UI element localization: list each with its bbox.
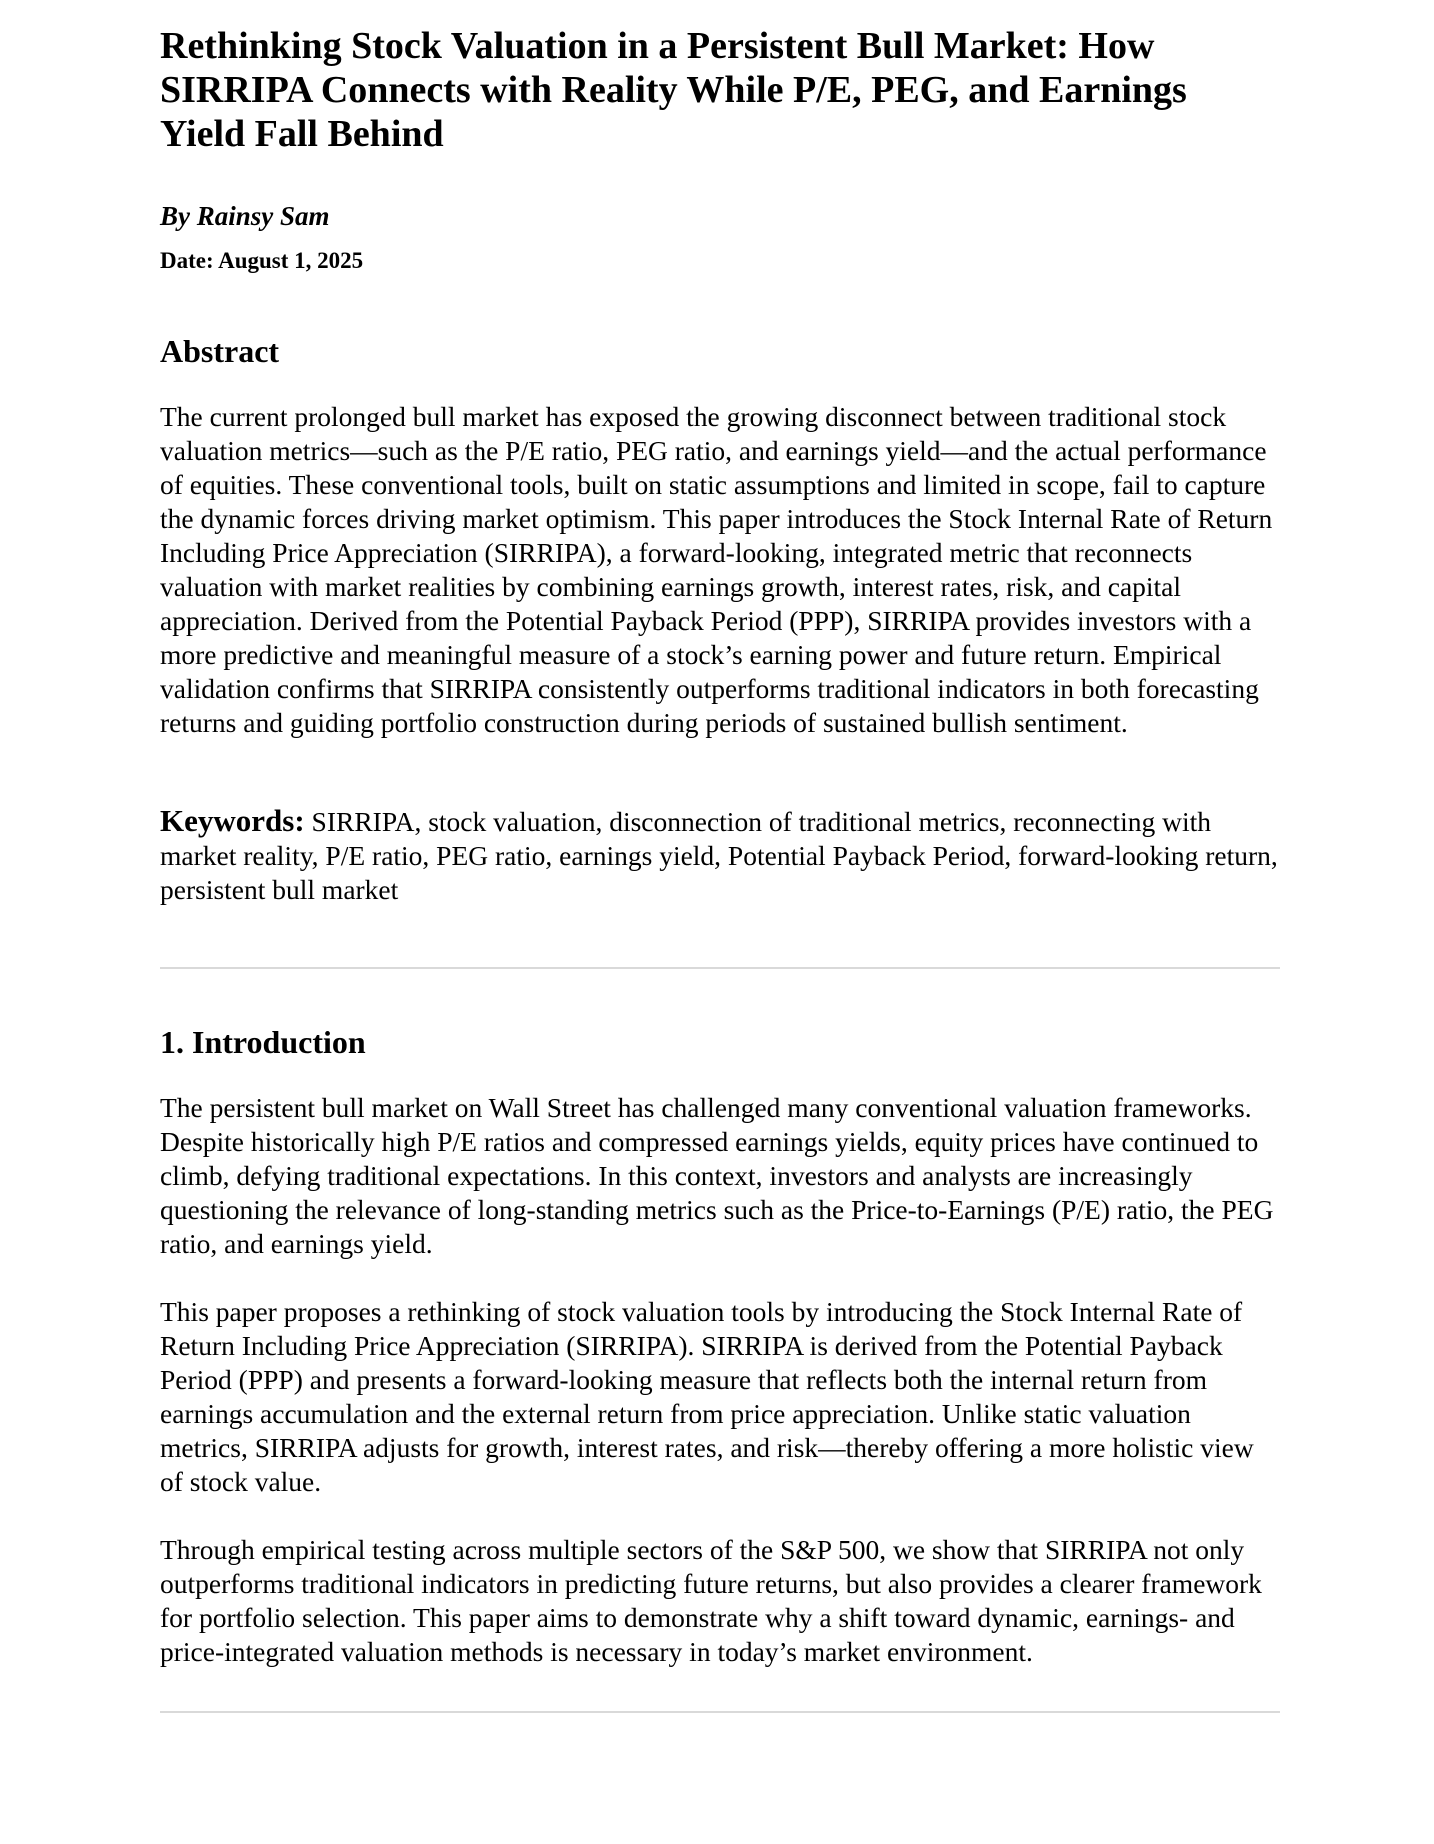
introduction-paragraph-1: The persistent bull market on Wall Street has challenged many conventional valuation frameworks. Despite historically high P/E ratios and compressed earnings yields, equity prices have continued to climb, defying traditional expectations. In this context, investors and analysts are increasingly questioning the relevance of long-standing metrics such as the Price-to-Earnings (P/E) ratio, the PEG ratio, and earnings yield. xyxy=(160,1092,1274,1259)
paper-title: Rethinking Stock Valuation in a Persistent Bull Market: How SIRRIPA Connects with Reality While P/E, PEG, and Earnings Yield Fall Behind xyxy=(160,25,1187,155)
section-divider-bottom xyxy=(160,1711,1280,1713)
introduction-paragraph-3: Through empirical testing across multiple sectors of the S&P 500, we show that SIRRIPA not only outperforms traditional indicators in predicting future returns, but also provides a clearer framework for portfolio selection. This paper aims to demonstrate why a shift toward dynamic, earnings- and price-integrated valuation methods is necessary in today’s market environment. xyxy=(160,1534,1262,1667)
keywords-block xyxy=(160,804,1280,907)
paper-page xyxy=(160,24,1280,1713)
section-divider xyxy=(160,967,1280,969)
keywords-text: SIRRIPA, stock valuation, disconnection of traditional metrics, reconnecting with market reality, P/E ratio, PEG ratio, earnings yield, Potential Payback Period, forward-looking return, persistent bull market xyxy=(160,806,1278,905)
publication-date: Date: August 1, 2025 xyxy=(160,248,364,273)
author-byline: By Rainsy Sam xyxy=(160,201,330,231)
abstract-heading: Abstract xyxy=(160,333,280,369)
abstract-body: The current prolonged bull market has exposed the growing disconnect between traditional stock valuation metrics—such as the P/E ratio, PEG ratio, and earnings yield—and the actual performance of equities. These conventional tools, built on static assumptions and limited in scope, fail to capture the dynamic forces driving market optimism. This paper introduces the Stock Internal Rate of Return Including Price Appreciation (SIRRIPA), a forward-looking, integrated metric that reconnects valuation with market realities by combining earnings growth, interest rates, risk, and capital appreciation. Derived from the Potential Payback Period (PPP), SIRRIPA provides investors with a more predictive and meaningful measure of a stock’s earning power and future return. Empirical validation confirms that SIRRIPA consistently outperforms traditional indicators in both forecasting returns and guiding portfolio construction during periods of sustained bullish sentiment. xyxy=(160,401,1273,738)
introduction-paragraph-2: This paper proposes a rethinking of stock valuation tools by introducing the Stock Internal Rate of Return Including Price Appreciation (SIRRIPA). SIRRIPA is derived from the Potential Payback Period (PPP) and presents a forward-looking measure that reflects both the internal return from earnings accumulation and the external return from price appreciation. Unlike static valuation metrics, SIRRIPA adjusts for growth, interest rates, and risk—thereby offering a more holistic view of stock value. xyxy=(160,1296,1254,1497)
keywords-label: Keywords: xyxy=(160,803,305,838)
introduction-heading: 1. Introduction xyxy=(160,1024,366,1060)
